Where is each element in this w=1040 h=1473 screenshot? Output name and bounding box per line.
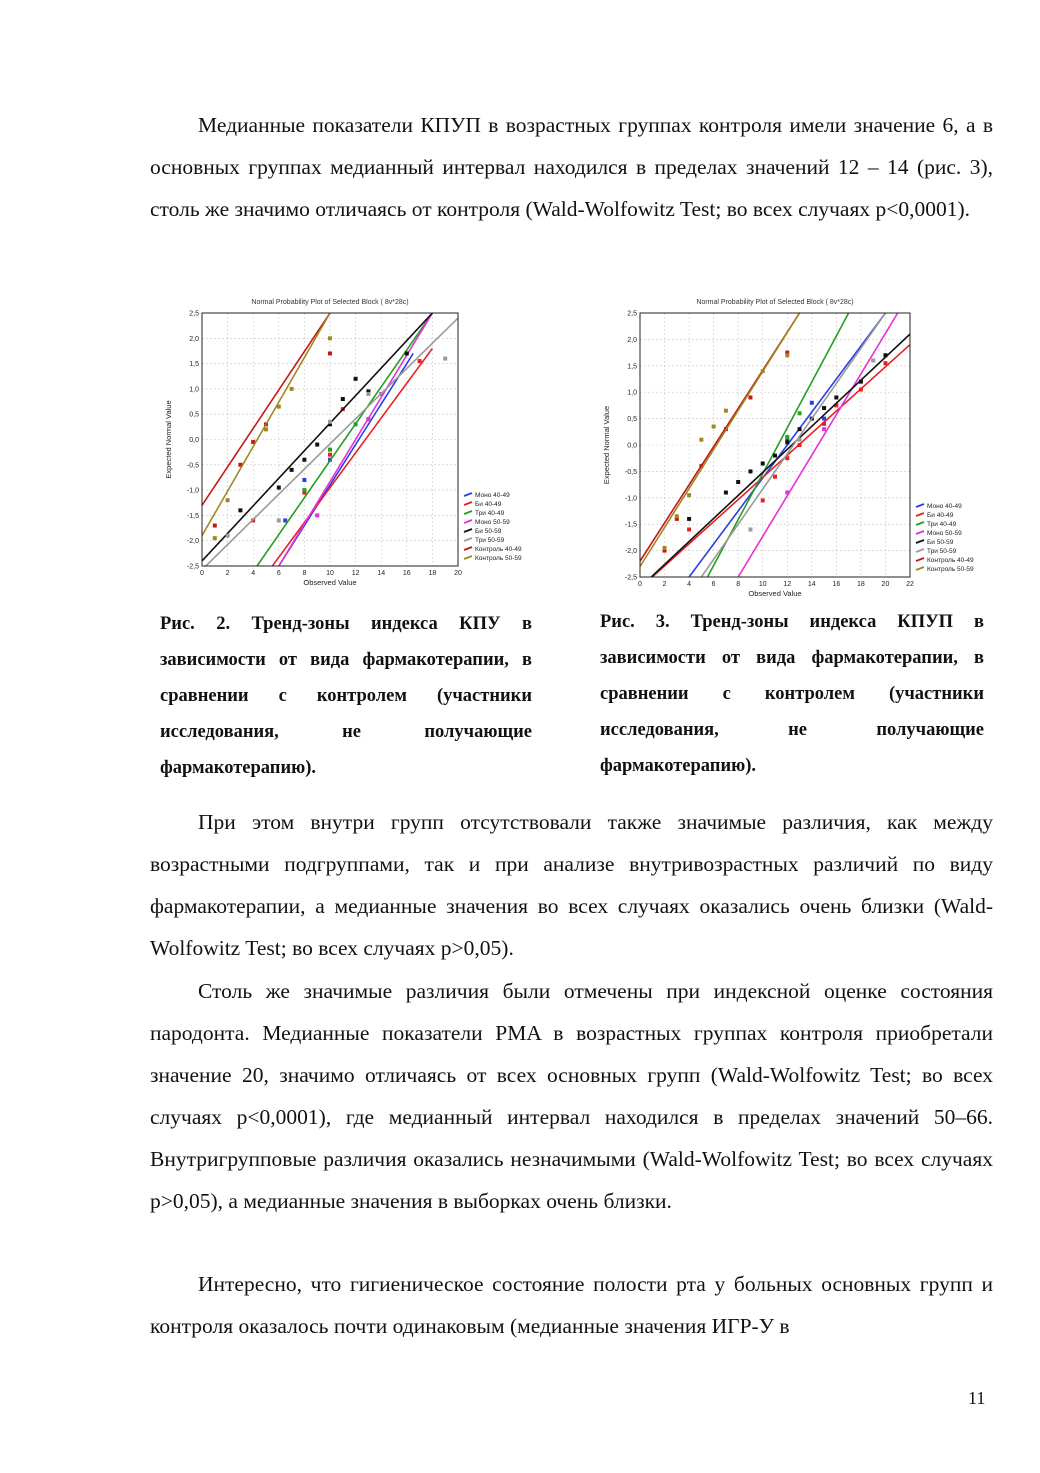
paragraph-4: Интересно, что гигиеническое состояние полости рта у больных основных групп и контроля оказалось почти одинаковым (медианные значения ИГР-У в	[150, 1272, 993, 1338]
x-tick-label: 0	[638, 581, 642, 588]
data-point	[883, 361, 887, 365]
data-point	[785, 435, 789, 439]
data-point	[687, 517, 691, 521]
data-point	[822, 422, 826, 426]
x-tick-label: 12	[351, 570, 360, 577]
data-point	[785, 491, 789, 495]
y-tick-label: 2,0	[189, 335, 199, 343]
figure-3-caption: Рис. 3. Тренд-зоны индекса КПУП в зависимости от вида фармакотерапии, в сравнении с контролем (участники исследования, не получающие фармакотерапию).	[600, 612, 984, 776]
data-point	[663, 546, 667, 550]
data-point	[315, 513, 319, 517]
data-point	[366, 417, 370, 421]
y-tick-label: 2,0	[627, 336, 637, 344]
legend-label: Би 40-49	[475, 501, 502, 508]
data-point	[761, 369, 765, 373]
legend-label: Три 40-49	[475, 510, 505, 517]
legend-swatch	[916, 522, 924, 525]
legend-label: Моно 50-59	[927, 530, 962, 537]
x-tick-label: 6	[276, 570, 281, 577]
data-point	[871, 359, 875, 363]
data-point	[226, 498, 230, 502]
legend-label: Би 40-49	[927, 512, 954, 519]
data-point	[277, 518, 281, 522]
data-point	[687, 527, 691, 531]
legend-label: Контроль 40-49	[475, 546, 522, 553]
data-point	[724, 491, 728, 495]
data-point	[328, 351, 332, 355]
data-point	[277, 486, 281, 490]
x-axis-label: Observed Value	[748, 589, 802, 598]
data-point	[366, 392, 370, 396]
x-tick-label: 18	[428, 570, 437, 577]
data-point	[883, 353, 887, 357]
data-point	[859, 380, 863, 384]
x-axis-label: Observed Value	[303, 578, 357, 587]
data-point	[328, 336, 332, 340]
data-point	[724, 409, 728, 413]
x-tick-label: 16	[402, 570, 411, 577]
data-point	[302, 458, 306, 462]
data-point	[810, 401, 814, 405]
data-point	[405, 351, 409, 355]
data-point	[302, 478, 306, 482]
data-point	[761, 498, 765, 502]
data-point	[822, 427, 826, 431]
x-tick-label: 4	[251, 570, 256, 577]
legend-swatch	[916, 567, 924, 570]
data-point	[328, 420, 332, 424]
data-point	[226, 534, 230, 538]
data-point	[748, 469, 752, 473]
legend-label: Би 50-59	[475, 528, 502, 535]
y-tick-label: 0,0	[627, 442, 637, 450]
data-point	[328, 453, 332, 457]
paragraph-3: Столь же значимые различия были отмечены при индексной оценке состояния пародонта. Медианные показатели PMA в возрастных группах контроля приобретали значение 20, значимо отличаясь от всех основных групп (Wald-Wolfowitz Test; во всех случаях p<0,0001), где медианный интервал находился в пределах значений 50–66. Внутригрупповые различия оказались незначимыми (Wald-Wolfowitz Test; во всех случаях p>0,05), а медианные значения в выборках очень близки.	[150, 979, 993, 1213]
legend-swatch	[464, 520, 472, 523]
chart-fig3	[598, 295, 998, 610]
data-point	[773, 454, 777, 458]
data-point	[283, 518, 287, 522]
data-point	[302, 488, 306, 492]
legend-label: Би 50-59	[927, 539, 954, 546]
y-tick-label: 1,5	[189, 361, 199, 369]
legend-swatch	[916, 504, 924, 507]
x-tick-label: 14	[807, 581, 816, 588]
data-point	[785, 353, 789, 357]
data-point	[859, 388, 863, 392]
data-point	[773, 475, 777, 479]
data-point	[443, 357, 447, 361]
chart-fig2	[160, 295, 540, 600]
data-point	[699, 438, 703, 442]
y-tick-label: -0,5	[624, 468, 637, 476]
data-point	[328, 448, 332, 452]
x-tick-label: 16	[832, 581, 841, 588]
data-point	[238, 508, 242, 512]
data-point	[761, 461, 765, 465]
legend-swatch	[916, 558, 924, 561]
x-tick-label: 2	[662, 581, 667, 588]
data-point	[213, 524, 217, 528]
y-tick-label: 2,5	[627, 310, 637, 318]
data-point	[315, 443, 319, 447]
data-point	[798, 427, 802, 431]
x-tick-label: 18	[857, 581, 865, 588]
data-point	[712, 425, 716, 429]
data-point	[354, 377, 358, 381]
legend-swatch	[464, 502, 472, 505]
x-tick-label: 20	[881, 581, 890, 588]
x-tick-label: 12	[783, 581, 792, 588]
legend-swatch	[464, 511, 472, 514]
data-point	[277, 405, 281, 409]
data-point	[798, 411, 802, 415]
legend-label: Контроль 50-59	[927, 566, 974, 573]
data-point	[418, 359, 422, 363]
data-point	[290, 387, 294, 391]
data-point	[354, 422, 358, 426]
data-point	[822, 406, 826, 410]
paragraph-2: При этом внутри групп отсутствовали также значимые различия, как между возрастными подгруппами, так и при анализе внутривозрастных различий по виду фармакотерапии, а медианные значения во всех случаях оказались очень близки (Wald-Wolfowitz Test; во всех случаях p>0,05).	[150, 810, 993, 960]
x-tick-label: 14	[377, 570, 386, 577]
legend-label: Моно 50-59	[475, 519, 510, 526]
legend-label: Контроль 50-59	[475, 555, 522, 562]
x-tick-label: 10	[758, 581, 767, 588]
y-tick-label: 1,0	[627, 389, 637, 397]
x-tick-label: 2	[225, 570, 230, 577]
data-point	[341, 397, 345, 401]
data-point	[798, 438, 802, 442]
x-tick-label: 4	[687, 581, 692, 588]
y-axis-label: Expected Normal Value	[164, 400, 173, 479]
x-tick-label: 10	[326, 570, 334, 577]
data-point	[290, 468, 294, 472]
y-tick-label: -0,5	[186, 462, 199, 470]
x-tick-label: 8	[302, 570, 307, 577]
y-tick-label: 2,5	[189, 310, 199, 318]
data-point	[748, 527, 752, 531]
data-point	[798, 443, 802, 447]
chart-title: Normal Probability Plot of Selected Block ( 8v*28c)	[696, 299, 854, 306]
y-tick-label: -1,0	[624, 495, 637, 503]
legend-label: Три 50-59	[475, 537, 505, 544]
legend-label: Моно 40-49	[927, 503, 962, 510]
legend-swatch	[916, 549, 924, 552]
y-tick-label: -2,0	[186, 538, 199, 546]
y-tick-label: -1,0	[186, 487, 199, 495]
legend-swatch	[916, 531, 924, 534]
chart-title: Normal Probability Plot of Selected Block ( 8v*28c)	[251, 299, 409, 306]
data-point	[736, 480, 740, 484]
y-tick-label: -2,5	[624, 574, 637, 582]
legend-swatch	[916, 540, 924, 543]
legend-label: Три 40-49	[927, 521, 957, 528]
y-tick-label: -1,5	[624, 521, 637, 529]
y-tick-label: 0,5	[627, 416, 637, 424]
x-tick-label: 20	[454, 570, 462, 577]
data-point	[213, 536, 217, 540]
data-point	[748, 395, 752, 399]
y-tick-label: -2,0	[624, 548, 637, 556]
figure-2-caption: Рис. 2. Тренд-зоны индекса КПУ в зависимости от вида фармакотерапии, в сравнении с контролем (участники исследования, не получающие фармакотерапию).	[160, 614, 532, 778]
data-point	[264, 427, 268, 431]
x-tick-label: 0	[200, 570, 204, 577]
y-tick-label: -2,5	[186, 563, 199, 571]
y-tick-label: 0,0	[189, 437, 199, 444]
legend-swatch	[464, 493, 472, 496]
legend-label: Моно 40-49	[475, 492, 510, 499]
data-point	[675, 514, 679, 518]
x-tick-label: 8	[736, 581, 741, 588]
y-tick-label: 0,5	[189, 411, 199, 419]
y-tick-label: -1,5	[186, 512, 199, 520]
x-tick-label: 6	[711, 581, 716, 588]
legend-label: Три 50-59	[927, 548, 957, 555]
x-tick-label: 22	[906, 581, 914, 588]
legend-swatch	[464, 529, 472, 532]
page-number: 11	[968, 1388, 986, 1408]
data-point	[834, 395, 838, 399]
legend-swatch	[464, 556, 472, 559]
paragraph-1: Медианные показатели КПУП в возрастных группах контроля имели значение 6, а в основных группах медианный интервал находился в пределах значений 12 – 14 (рис. 3), столь же значимо отличаясь от контроля (Wald-Wolfowitz Test; во всех случаях p<0,0001).	[150, 113, 993, 221]
y-tick-label: 1,5	[627, 363, 637, 371]
legend-swatch	[464, 547, 472, 550]
legend-swatch	[916, 513, 924, 516]
data-point	[687, 493, 691, 497]
legend-swatch	[464, 538, 472, 541]
legend-label: Контроль 40-49	[927, 557, 974, 564]
data-point	[785, 440, 789, 444]
y-axis-label: Expected Normal Value	[602, 405, 611, 485]
y-tick-label: 1,0	[189, 386, 199, 394]
